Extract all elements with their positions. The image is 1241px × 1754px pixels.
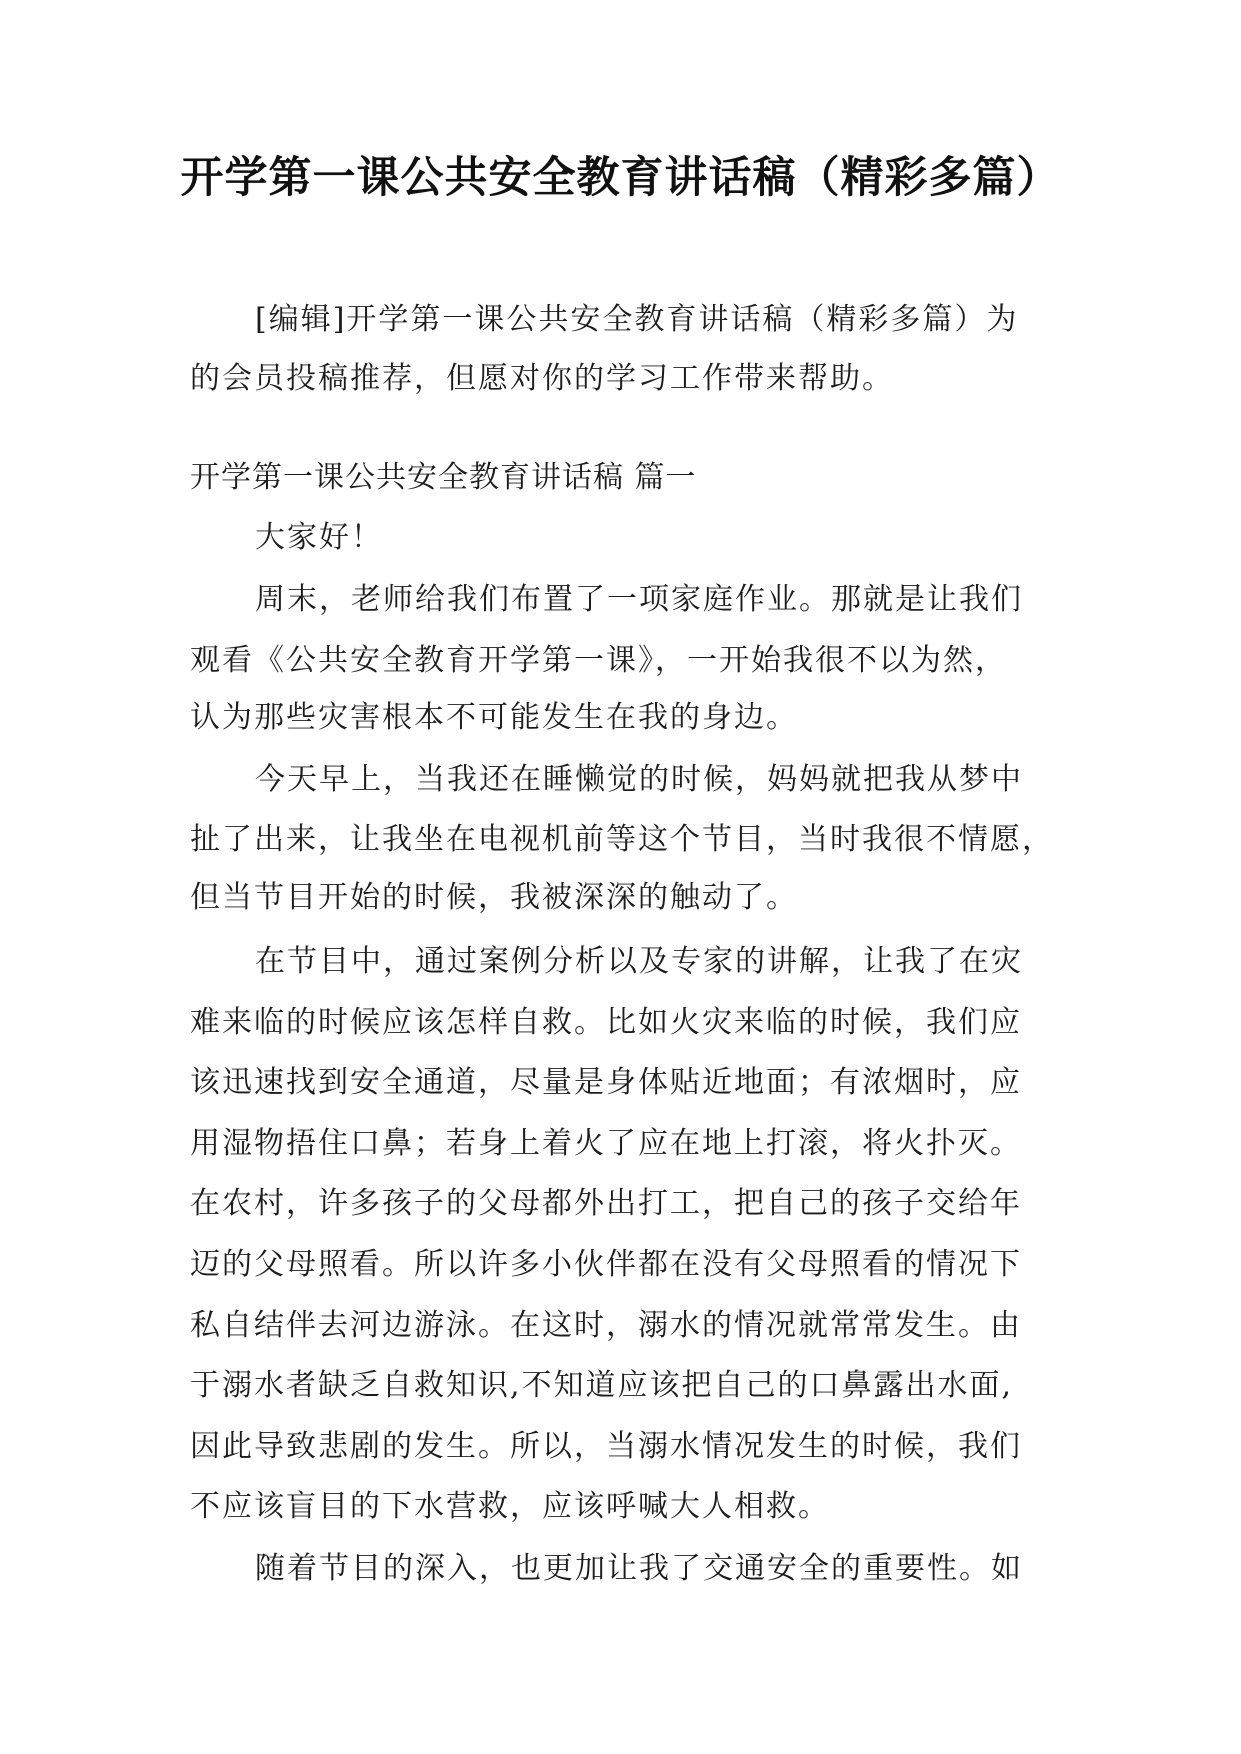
intro-line-1: [编辑]开学第一课公共安全教育讲话稿（精彩多篇）为 xyxy=(255,302,1019,337)
body-line-16: 因此导致悲剧的发生。所以，当溺水情况发生的时候，我们 xyxy=(190,1429,1022,1464)
body-line-14: 私自结伴去河边游泳。在这时，溺水的情况就常常发生。由 xyxy=(190,1308,1022,1343)
body-line-5: 今天早上，当我还在睡懒觉的时候，妈妈就把我从梦中 xyxy=(255,762,1023,797)
section-heading: 开学第一课公共安全教育讲话稿 篇一 xyxy=(190,460,697,495)
body-line-1: 大家好！ xyxy=(255,520,383,555)
document-title: 开学第一课公共安全教育讲话稿（精彩多篇） xyxy=(180,153,1061,203)
body-line-10: 该迅速找到安全通道，尽量是身体贴近地面；有浓烟时，应 xyxy=(190,1065,1022,1100)
body-line-11: 用湿物捂住口鼻；若身上着火了应在地上打滚，将火扑灭。 xyxy=(190,1126,1022,1161)
body-line-7: 但当节目开始的时候，我被深深的触动了。 xyxy=(190,880,798,915)
intro-line-2: 的会员投稿推荐，但愿对你的学习工作带来帮助。 xyxy=(190,361,894,396)
body-line-6: 扯了出来，让我坐在电视机前等这个节目，当时我很不情愿， xyxy=(190,822,1054,857)
body-line-17: 不应该盲目的下水营救，应该呼喊大人相救。 xyxy=(190,1489,830,1524)
body-line-13: 迈的父母照看。所以许多小伙伴都在没有父母照看的情况下 xyxy=(190,1247,1022,1282)
body-line-4: 认为那些灾害根本不可能发生在我的身边。 xyxy=(190,700,798,735)
body-line-8: 在节目中，通过案例分析以及专家的讲解，让我了在灾 xyxy=(255,944,1023,979)
body-line-15: 于溺水者缺乏自救知识,不知道应该把自己的口鼻露出水面, xyxy=(190,1368,1014,1403)
body-line-2: 周末，老师给我们布置了一项家庭作业。那就是让我们 xyxy=(255,582,1023,617)
body-line-3: 观看《公共安全教育开学第一课》，一开始我很不以为然， xyxy=(190,643,1007,678)
body-line-9: 难来临的时候应该怎样自救。比如火灾来临的时候，我们应 xyxy=(190,1005,1022,1040)
body-line-12: 在农村，许多孩子的父母都外出打工，把自己的孩子交给年 xyxy=(190,1186,1022,1221)
body-line-18: 随着节目的深入，也更加让我了交通安全的重要性。如 xyxy=(255,1551,1023,1586)
